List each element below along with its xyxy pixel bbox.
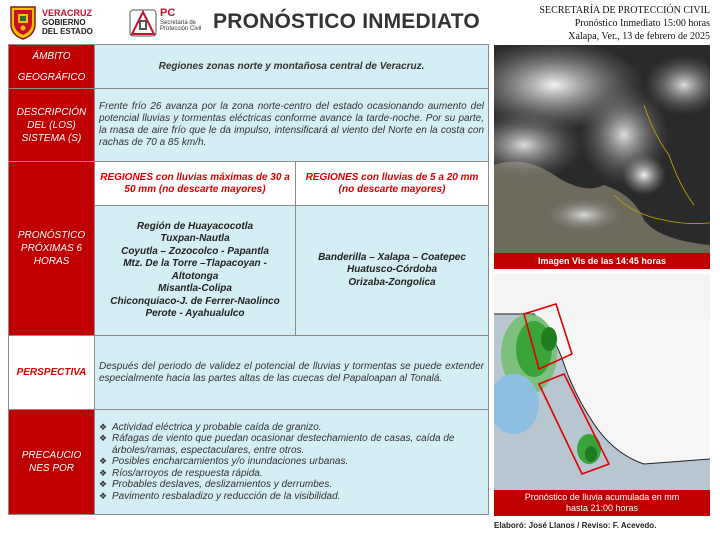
label-line: PERSPECTIVA (16, 367, 87, 378)
office-line: Xalapa, Ver., 13 de febrero de 2025 (568, 31, 710, 42)
region-name: Huatusco-Córdoba (347, 264, 437, 276)
label-line: SISTEMA (S) (21, 132, 82, 144)
logo1-line: VERACRUZ (42, 8, 93, 18)
header (0, 0, 720, 44)
light-rain-header: REGIONES con lluvias de 5 a 20 mm (no descarte mayores) (296, 162, 489, 206)
region-name: Altotonga (171, 270, 219, 282)
region-name: Región de Huayacocotla (136, 220, 254, 232)
office-line: SECRETARÍA DE PROTECCIÓN CIVIL (539, 5, 710, 16)
label-line: NES POR (28, 463, 74, 474)
page-title: PRONÓSTICO INMEDIATO (213, 10, 480, 33)
precaution-text: Actividad eléctrica y probable caída de granizo. (112, 421, 322, 433)
label-line: HORAS (33, 256, 70, 267)
region-name: Orizaba-Zongolica (348, 276, 436, 288)
precaution-item (99, 491, 484, 503)
pc-logo-subtitle: Secretaría de Protección Civil (160, 20, 202, 32)
forecast-table (8, 44, 489, 515)
diamond-bullet-icon: ❖ (99, 421, 108, 432)
label-line: GEOGRÁFICO (17, 71, 86, 83)
region-name: Mtz. De la Torre –Tlapacoyan - (123, 258, 267, 269)
precaution-text: Posibles encharcamientos y/o inundaciones urbanas. (112, 456, 349, 468)
precaution-text: Ríos/arroyos de respuesta rápida. (112, 467, 263, 479)
precautions-label (9, 410, 95, 515)
precaution-text: Probables deslaves, deslizamientos y derrumbes. (112, 479, 333, 491)
logo1-line: GOBIERNO (42, 18, 86, 27)
scope-row (9, 45, 489, 89)
precaution-item (99, 479, 484, 491)
satellite-image (494, 45, 710, 253)
caption-line: hasta 21:00 horas (565, 503, 639, 513)
rain-accumulation-map (494, 274, 710, 490)
rain-forecast-map (494, 274, 710, 490)
diamond-bullet-icon: ❖ (99, 479, 108, 490)
precaution-item (99, 433, 484, 456)
region-name: Chiconquiaco-J. de Ferrer-Naolinco (110, 295, 280, 307)
light-rain-regions (296, 206, 489, 336)
outlook-row (9, 336, 489, 410)
label-line: PRONÓSTICO (17, 230, 86, 241)
precaution-item (99, 422, 484, 434)
forecast-label (9, 162, 95, 336)
description-label (9, 89, 95, 162)
precaution-item (99, 456, 484, 468)
precaution-text: Pavimento resbaladizo y reducción de la visibilidad. (112, 490, 341, 502)
veracruz-shield-logo (8, 4, 38, 40)
precautions-list-cell (95, 410, 489, 515)
diamond-bullet-icon: ❖ (99, 467, 108, 478)
author-credit: Elaboró: José Llanos / Reviso: F. Acevedo. (494, 521, 657, 530)
rain-forecast-caption (494, 490, 710, 516)
description-text: Frente frío 26 avanza por la zona norte-centro del estado ocasionando aumento del potencial lluvias y tormentas eléctricas conforme avance la tarde-noche. Por su parte, la masa de aire frío que le da impulso, intensificará al viento del Norte en la costa con rachas de 70 a 85 km/h. (95, 89, 489, 162)
veracruz-logo-text (42, 9, 93, 36)
forecast-header-row (9, 162, 489, 206)
region-name: Coyutla – Zozocolco - Papantla (121, 245, 269, 257)
diamond-bullet-icon: ❖ (99, 433, 108, 444)
description-row (9, 89, 489, 162)
region-name: Misantla-Colipa (158, 283, 232, 294)
precautions-list (99, 422, 484, 503)
scope-label (9, 45, 95, 89)
label-line: DEL (LOS) (27, 119, 76, 131)
precaution-item (99, 468, 484, 480)
region-name: Banderilla – Xalapa – Coatepec (318, 251, 466, 263)
office-info (539, 4, 710, 43)
office-line: Pronóstico Inmediato 15:00 horas (574, 18, 710, 29)
scope-text: Regiones zonas norte y montañosa central de Veracruz. (95, 45, 489, 89)
region-name: Tuxpan-Nautla (160, 233, 230, 244)
label-line: PRECAUCIO (21, 450, 82, 461)
satellite-visible-image (494, 45, 710, 253)
logo1-line: DEL ESTADO (42, 27, 93, 36)
region-name: Perote - Ayahualulco (145, 308, 245, 319)
outlook-label (9, 336, 95, 410)
satellite-caption: Imagen Vis de las 14:45 horas (494, 253, 710, 269)
precaution-text: Ráfagas de viento que puedan ocasionar destechamiento de casas, caída de árboles/ramas, espectaculares, entre otros. (112, 433, 455, 456)
pc-logo-text: PC (160, 7, 176, 19)
diamond-bullet-icon: ❖ (99, 456, 108, 467)
precautions-row (9, 410, 489, 515)
label-line: DESCRIPCIÓN (16, 106, 87, 118)
label-line: PRÓXIMAS 6 (20, 243, 83, 254)
heavy-rain-regions (95, 206, 296, 336)
proteccion-civil-emblem (128, 6, 158, 38)
outlook-text: Después del periodo de validez el potencial de lluvias y tormentas se puede extender especialmente hacia las partes altas de las cuecas del Papaloapan al Tonalá. (95, 336, 489, 410)
caption-line: Pronóstico de lluvia acumulada en mm (524, 492, 680, 502)
heavy-rain-header: REGIONES con lluvias máximas de 30 a 50 mm (no descarte mayores) (95, 162, 296, 206)
diamond-bullet-icon: ❖ (99, 490, 108, 501)
label-line: ÁMBITO (32, 50, 71, 62)
